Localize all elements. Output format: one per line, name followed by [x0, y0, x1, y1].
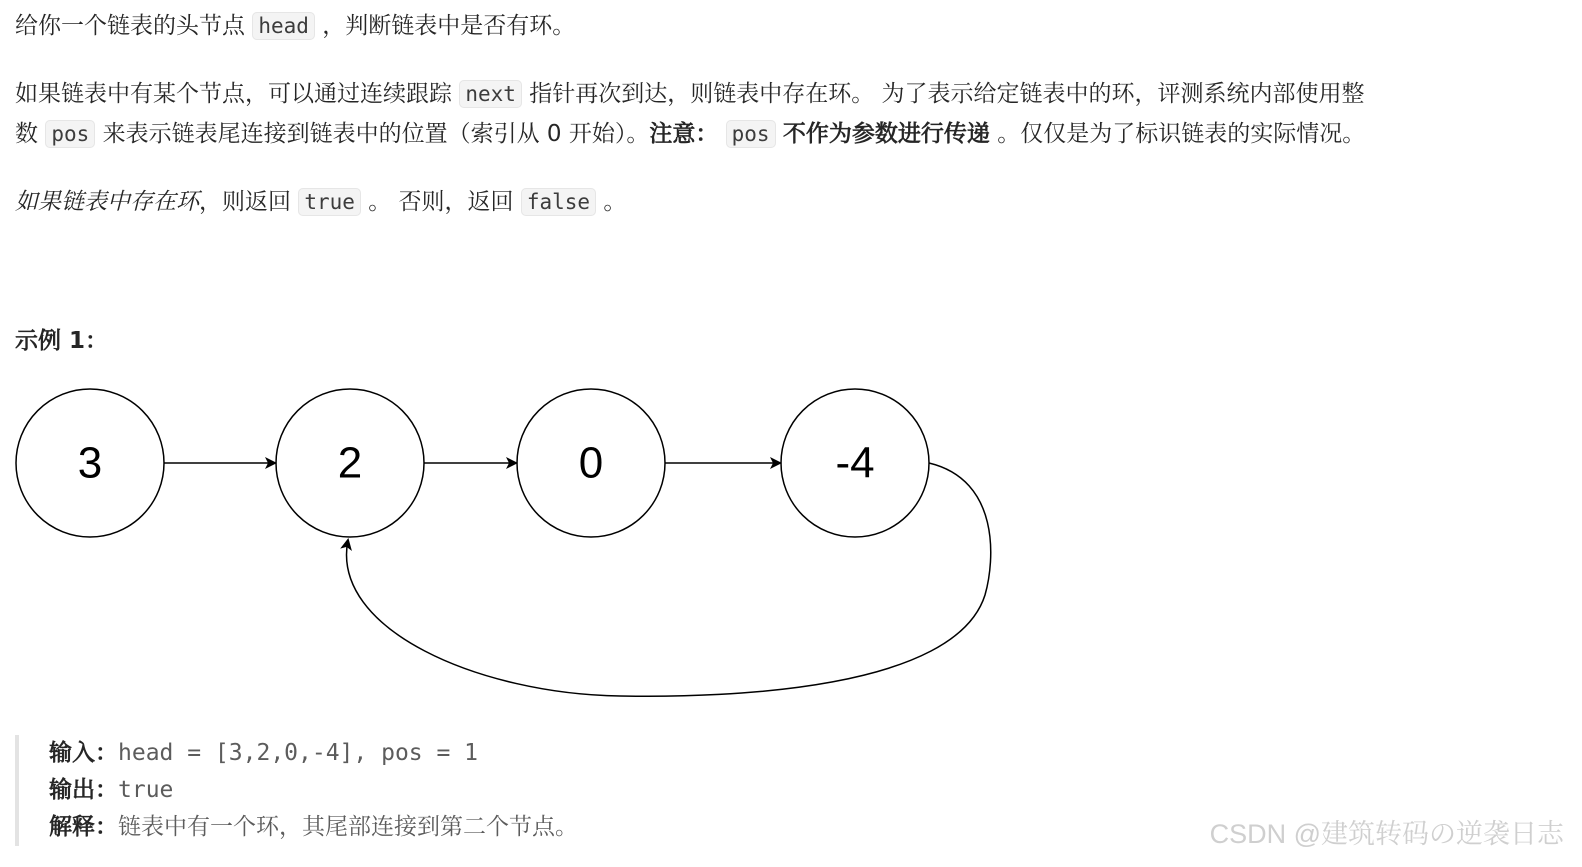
example-block: [15, 735, 578, 846]
inline-code-next: next: [459, 80, 522, 108]
node-1: [276, 389, 424, 537]
output-value: true: [118, 777, 174, 803]
linked-list-diagram: [0, 380, 1010, 710]
text-segment: ，判断链表中是否有环。: [322, 13, 576, 39]
text-segment: 。仅仅是为了标识链表的实际情况。: [997, 121, 1366, 147]
inline-code-false: false: [521, 188, 596, 216]
text-segment: 数: [15, 121, 38, 147]
output-line: [49, 772, 578, 809]
explain-value: 链表中有一个环，其尾部连接到第二个节点。: [118, 814, 578, 840]
explain-line: [49, 809, 578, 846]
input-line: [49, 735, 578, 772]
node-3: [781, 389, 929, 537]
node-0-value: 3: [77, 438, 103, 488]
node-0: [16, 389, 164, 537]
problem-paragraph-2-line-2: [15, 114, 1365, 154]
example-heading: 示例 1：: [15, 328, 109, 354]
note-emphasis: 不作为参数进行传递: [782, 121, 990, 147]
node-3-value: -4: [835, 438, 875, 488]
problem-paragraph-3: [15, 182, 626, 222]
text-segment: 指针再次到达，则链表中存在环。 为了表示给定链表中的环，评测系统内部使用整: [529, 81, 1365, 107]
node-2: [517, 389, 665, 537]
text-segment: ，则返回: [199, 189, 291, 215]
input-value: head = [3,2,0,-4], pos = 1: [118, 740, 479, 766]
output-label: 输出：: [49, 777, 118, 803]
text-segment: 给你一个链表的头节点: [15, 13, 245, 39]
inline-code-true: true: [298, 188, 361, 216]
input-label: 输入：: [49, 740, 118, 766]
node-2-value: 0: [578, 438, 604, 488]
inline-code-pos-2: pos: [726, 120, 776, 148]
italic-condition: 如果链表中存在环: [15, 189, 199, 215]
text-segment: 。: [603, 189, 627, 215]
watermark: CSDN @建筑转码の逆袭日志: [1209, 819, 1564, 849]
text-segment: 来表示链表尾连接到链表中的位置（索引从 0 开始）。: [102, 121, 650, 147]
inline-code-head: head: [252, 12, 315, 40]
note-label: 注意：: [649, 121, 719, 147]
node-1-value: 2: [337, 438, 363, 488]
explain-label: 解释：: [49, 814, 118, 840]
problem-paragraph-1: [15, 6, 575, 46]
text-segment: 。 否则，返回: [368, 189, 514, 215]
text-segment: 如果链表中有某个节点，可以通过连续跟踪: [15, 81, 452, 107]
inline-code-pos: pos: [45, 120, 95, 148]
problem-paragraph-2-line-1: [15, 74, 1365, 114]
